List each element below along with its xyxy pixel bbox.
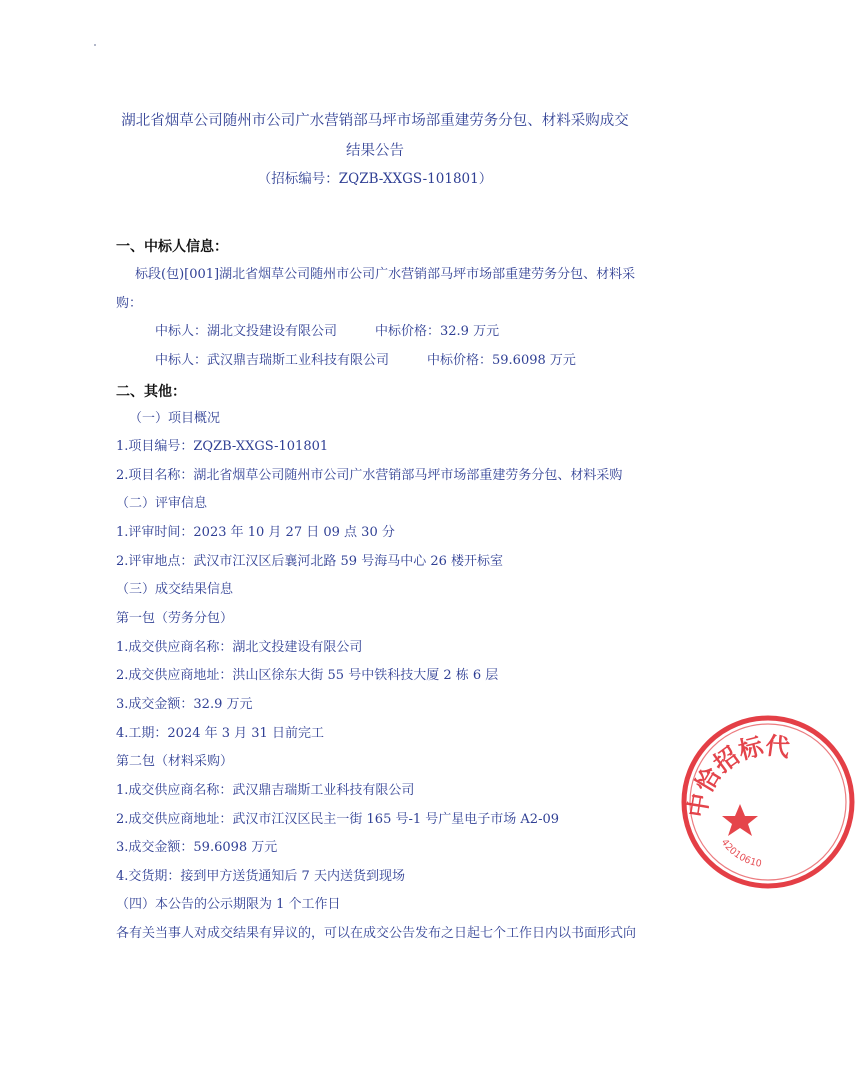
lot1-supplier: 1.成交供应商名称：湖北文投建设有限公司 (116, 640, 363, 655)
seal-star-icon (722, 804, 758, 836)
review-heading: （二）评审信息 (116, 496, 208, 511)
lot2-delivery: 4.交货期：接到甲方送货通知后 7 天内送货到现场 (116, 869, 405, 884)
lot1-heading: 第一包（劳务分包） (116, 611, 234, 626)
project-number: 1.项目编号：ZQZB-XXGS-101801 (116, 439, 329, 454)
scan-speck (94, 44, 96, 46)
title-line-1: 湖北省烟草公司随州市公司广水营销部马坪市场部重建劳务分包、材料采购成交 (121, 113, 629, 129)
lot2-address: 2.成交供应商地址：武汉市江汉区民主一街 165 号-1 号广星电子市场 A2-09 (116, 812, 560, 827)
official-seal (678, 712, 858, 892)
bid-number: （招标编号：ZQZB-XXGS-101801） (257, 171, 493, 187)
lot2-supplier: 1.成交供应商名称：武汉鼎吉瑞斯工业科技有限公司 (116, 783, 415, 798)
review-place: 2.评审地点：武汉市江汉区后襄河北路 59 号海马中心 26 楼开标室 (116, 554, 504, 569)
lot1-amount: 3.成交金额：32.9 万元 (116, 697, 253, 712)
notice-period: （四）本公告的公示期限为 1 个工作日 (116, 897, 341, 912)
title-line-2: 结果公告 (346, 143, 404, 159)
lot2-heading: 第二包（材料采购） (116, 754, 234, 769)
winner-1-price: 中标价格：32.9 万元 (375, 324, 500, 339)
winner-2-price: 中标价格：59.6098 万元 (427, 353, 576, 368)
seal-number: 42010610 (718, 837, 763, 870)
winner-1-name: 中标人：湖北文投建设有限公司 (155, 324, 338, 339)
section2-heading: 二、其他： (116, 384, 186, 400)
lot-line-1: 标段(包)[001]湖北省烟草公司随州市公司广水营销部马坪市场部重建劳务分包、材料采 (135, 267, 636, 282)
seal-text: 中恰招标代 (683, 731, 792, 820)
project-name: 2.项目名称：湖北省烟草公司随州市公司广水营销部马坪市场部重建劳务分包、材料采购 (116, 468, 623, 483)
review-time: 1.评审时间：2023 年 10 月 27 日 09 点 30 分 (116, 525, 395, 540)
winner-2-name: 中标人：武汉鼎吉瑞斯工业科技有限公司 (155, 353, 390, 368)
lot1-period: 4.工期：2024 年 3 月 31 日前完工 (116, 726, 324, 741)
section1-heading: 一、中标人信息： (116, 239, 228, 255)
overview-heading: （一）项目概况 (129, 411, 221, 426)
lot-line-2: 购： (116, 296, 143, 311)
objection-text: 各有关当事人对成交结果有异议的，可以在成交公告发布之日起七个工作日内以书面形式向 (116, 926, 637, 941)
result-heading: （三）成交结果信息 (116, 582, 234, 597)
lot2-amount: 3.成交金额：59.6098 万元 (116, 840, 278, 855)
lot1-address: 2.成交供应商地址：洪山区徐东大街 55 号中铁科技大厦 2 栋 6 层 (116, 668, 499, 683)
